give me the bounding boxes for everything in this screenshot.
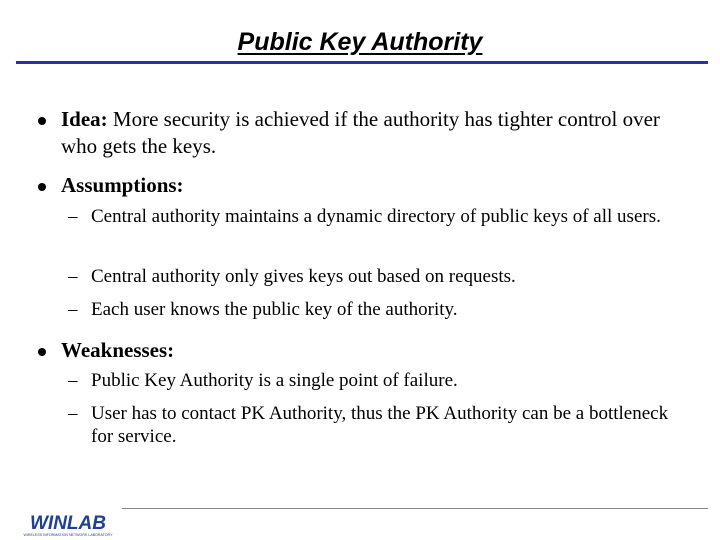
point-assumptions [61,172,701,199]
dash-icon: – [68,266,78,287]
logo-text: WINLAB [30,513,106,534]
point-weaknesses [61,337,701,364]
dash-icon: – [68,370,78,391]
logo-subtext: WIRELESS INFORMATION NETWORK LABORATORY [23,533,113,537]
dash-icon: – [68,206,78,227]
bullet-icon [38,348,46,356]
footer-divider [122,508,708,509]
bullet-icon [38,117,46,125]
point-idea-text: More security is achieved if the authority has tighter control over who gets the keys. [61,107,660,158]
point-idea [61,106,701,160]
winlab-logo [14,510,122,538]
subpoint: Each user knows the public key of the authority. [91,299,458,320]
subpoint: Central authority only gives keys out based on requests. [91,266,516,287]
title-divider [16,61,708,64]
point-weaknesses-label: Weaknesses: [61,338,175,362]
subpoint: Public Key Authority is a single point of failure. [91,370,458,391]
point-assumptions-label: Assumptions: [61,173,184,197]
slide-title: Public Key Authority [237,28,483,56]
bullet-icon [38,183,46,191]
subpoint: User has to contact PK Authority, thus the PK Authority can be a bottleneck for service. [91,403,669,447]
dash-icon: – [68,403,78,424]
subpoint: Central authority maintains a dynamic directory of public keys of all users. [91,206,661,227]
point-idea-label: Idea: [61,107,108,131]
dash-icon: – [68,299,78,320]
